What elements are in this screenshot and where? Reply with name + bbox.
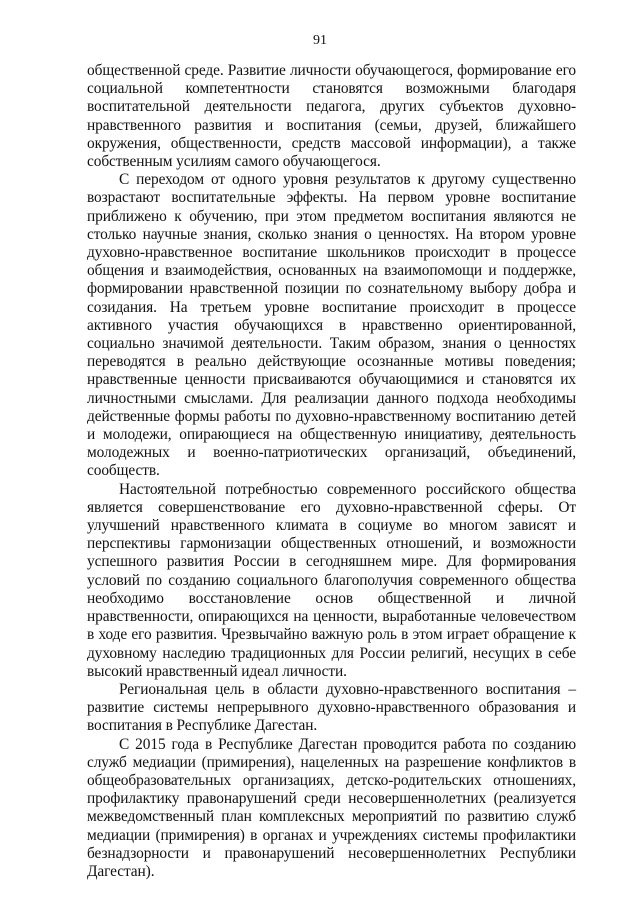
paragraph-3: Настоятельной потребностью современного российского общества является совершенствование его духовно-нравственной сферы. От улучшений нравственного климата в социуме во многом зависят и перспективы гармонизации общественных отношений, и возможности успешного развития России в сегодняшнем мире. Для формирования условий по созданию социального благополучия современного общества необходимо восстановление основ общественной и личной нравственности, опирающихся на ценности, выработанные человечеством в ходе его развития. Чрезвычайно важную роль в этом играет обращение к духовному наследию традиционных для России религий, несущих в себе высокий нравственный идеал личности.	[87, 480, 576, 680]
paragraph-4: Региональная цель в области духовно-нравственного воспитания – развитие системы непрерывного духовно-нравственного образования и воспитания в Республике Дагестан.	[87, 680, 576, 735]
paragraph-2: С переходом от одного уровня результатов к другому существенно возрастают воспитательные эффекты. На первом уровне воспитание приближено к обучению, при этом предметом воспитания являются не столько научные знания, сколько знания о ценностях. На втором уровне духовно-нравственное воспитание школьников происходит в процессе общения и взаимодействия, основанных на взаимопомощи и поддержке, формировании нравственной позиции по сознательному выбору добра и созидания. На третьем уровне воспитание происходит в процессе активного участия обучающихся в нравственно ориентированной, социально значимой деятельности. Таким образом, знания о ценностях переводятся в реально действующие осознанные мотивы поведения; нравственные ценности присваиваются обучающимися и становятся их личностными смыслами. Для реализации данного подхода необходимы действенные формы работы по духовно-нравственному воспитанию детей и молодежи, опирающиеся на общественную инициативу, деятельность молодежных и военно-патриотических организаций, объединений, сообществ.	[87, 171, 576, 480]
paragraph-1: общественной среде. Развитие личности обучающегося, формирование его социальной компетентности становятся возможными благодаря воспитательной деятельности педагога, других субъектов духовно-нравственного развития и воспитания (семьи, друзей, ближайшего окружения, общественности, средств массовой информации), а также собственным усилиям самого обучающегося.	[87, 62, 576, 171]
paragraph-5: С 2015 года в Республике Дагестан проводится работа по созданию служб медиации (примирения), нацеленных на разрешение конфликтов в общеобразовательных организациях, детско-родительских отношениях, профилактику правонарушений среди несовершеннолетних (реализуется межведомственный план комплексных мероприятий по развитию служб медиации (примирения) в органах и учреждениях системы профилактики безнадзорности и правонарушений несовершеннолетних Республики Дагестан).	[87, 735, 576, 880]
body-text	[87, 62, 576, 881]
page-number: 91	[313, 33, 327, 48]
